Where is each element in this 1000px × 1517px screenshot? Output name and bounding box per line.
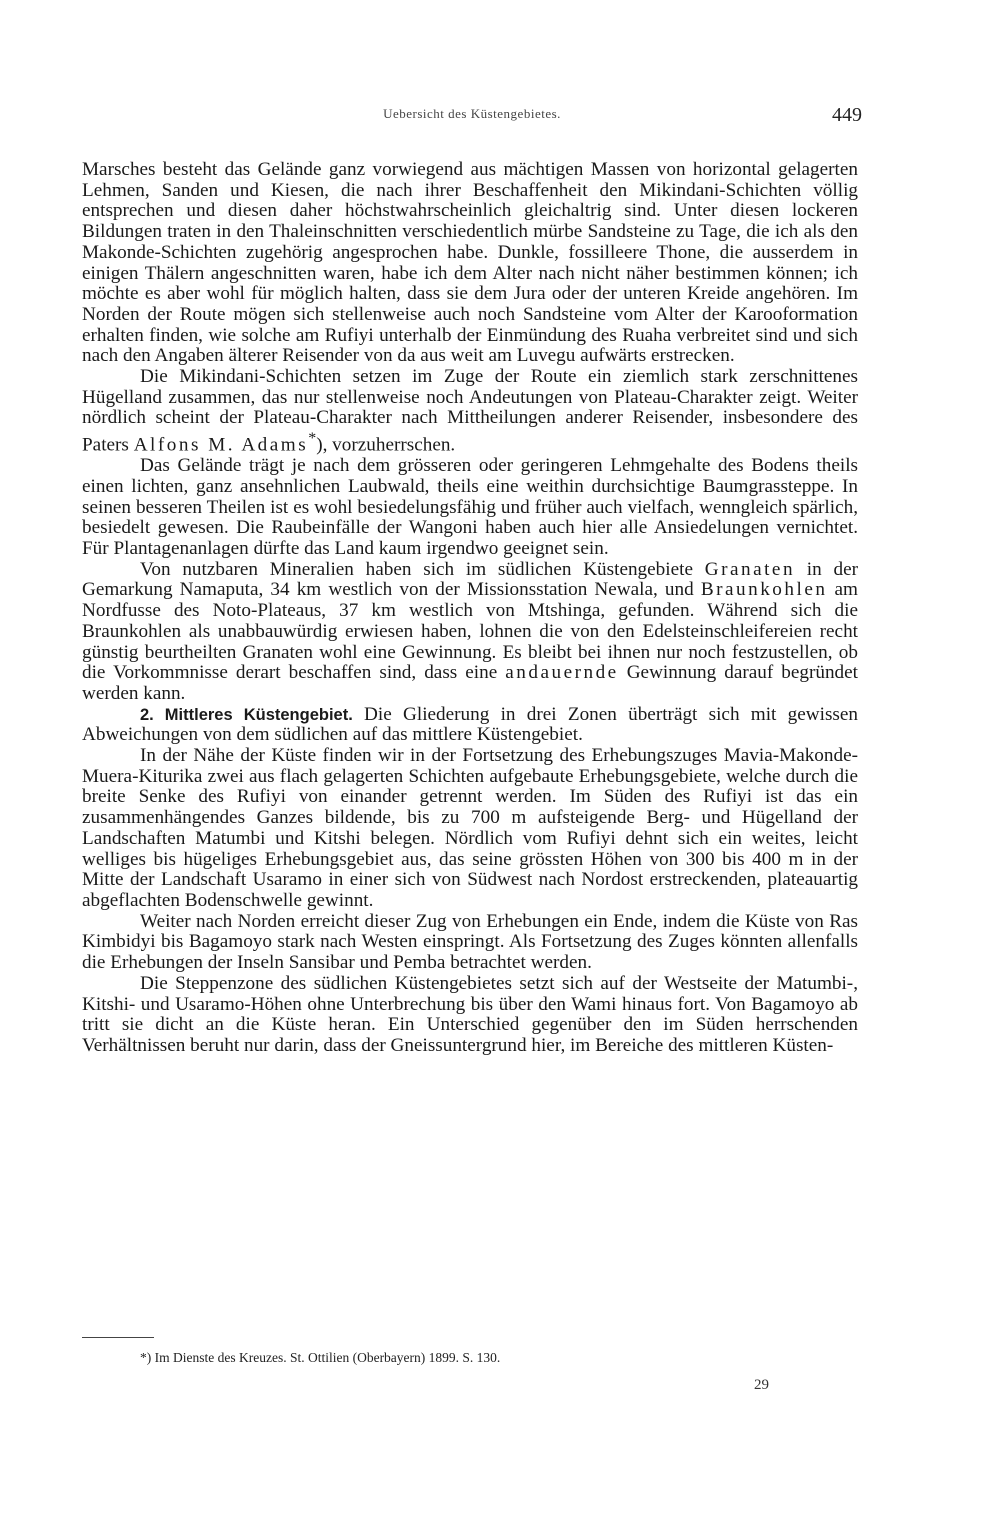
paragraph-6: Weiter nach Norden erreicht dieser Zug von Erhebungen ein Ende, indem die Küste von Ras Kimbidyi bis Bagamoyo stark nach Westen einspringt. Als Fortsetzung des Zuges könnten allenfalls die Erhebungen der Inseln Sansibar und Pemba betrachtet werden.	[82, 910, 858, 974]
running-header	[82, 104, 862, 126]
term-granaten: Granaten	[704, 558, 796, 580]
paragraph-4-text-d: Gewinnung darauf begründet werden kann.	[82, 662, 858, 704]
paragraph-3: Das Gelände trägt je nach dem grösseren oder geringeren Lehmgehalte des Bodens theils einen lichten, ganz ansehnlichen Laubwald, theils eine weithin durchsichtige Baumgrassteppe. In seinen besseren Theilen ist es wohl besiedelungsfähig und früher auch vielfach, wenngleich spärlich, besiedelt gewesen. Die Raubeinfälle der Wangoni haben auch hier alle Ansiedelungen vernichtet. Für Plantagenanlagen dürfte das Land kaum irgendwo geeignet sein.	[82, 455, 858, 560]
footnote: *) Im Dienste des Kreuzes. St. Ottilien (Oberbayern) 1899. S. 130.	[140, 1350, 501, 1365]
paragraph-2	[82, 367, 858, 456]
section-2-paragraph	[82, 705, 858, 746]
paragraph-1: Marsches besteht das Gelände ganz vorwiegend aus mächtigen Massen von horizontal gelagerten Lehmen, Sanden und Kiesen, die nach ihrer Beschaffenheit den Mikindani-Schichten völlig entsprechen und diesen daher höchstwahrscheinlich gleichaltrig sind. Unter diesen lockeren Bildungen traten in den Thaleinschnitten verschiedentlich mürbe Sandsteine zu Tage, die ich als den Makonde-Schichten zugehörig angesprochen habe. Dunkle, fossilleere Thone, die ausserdem in einigen Thälern angeschnitten waren, habe ich dem Alter nach nicht näher bestimmen können; ich möchte es aber wohl für möglich halten, dass sie dem Jura oder der unteren Kreide angehören. Im Norden der Route mögen sich stellenweise auch noch Sandsteine vom Alter der Karooformation erhalten finden, wie solche am Rufiyi unterhalb der Einmündung des Ruaha verbreitet sind und sich nach den Angaben älterer Reisender von da aus weit am Luvegu aufwärts erstrecken.	[82, 159, 858, 367]
name-alfons-adams: Alfons M. Adams	[133, 434, 309, 456]
term-andauernde: andauernde	[505, 662, 619, 684]
paragraph-2-text-a: Die Mikindani-Schichten setzen im Zuge der Route ein ziemlich stark zerschnittenes Hügelland zusammen, das nur stellenweise noch Andeutungen von Plateau-Charakter zeigt. Weiter nördlich scheint der Plateau-Charakter nach Mittheilungen anderer Reisender, insbesondere des Paters	[82, 366, 858, 456]
paragraph-2-text-b: ), vorzuherrschen.	[316, 434, 456, 456]
footnote-rule	[82, 1337, 154, 1338]
footnote-mark: *	[308, 430, 317, 448]
section-2-heading: 2. Mittleres Küstengebiet.	[140, 705, 353, 724]
paragraph-4-text-c: am Nordfusse des Noto-Plateaus, 37 km westlich von Mtshinga, gefunden. Während sich die Braunkohlen als unabbauwürdig erwiesen haben, lohnen die von den Edelsteinschleifereien recht günstig beurtheilten Granaten wohl eine Gewinnung. Es bleibt bei ihnen nur noch festzustellen, ob die Vorkommnisse derart beschaffen sind, dass eine	[82, 579, 858, 684]
paragraph-4	[82, 560, 858, 705]
body-text	[82, 160, 858, 1057]
paragraph-7: Die Steppenzone des südlichen Küstengebietes setzt sich auf der Westseite der Matumbi-, Kitshi- und Usaramo-Höhen ohne Unterbrechung bis über den Wami hinaus fort. Von Bagamoyo ab tritt sie dicht an die Küste heran. Ein Unterschied gegenüber den im Süden herrschenden Verhältnissen beruht nur darin, dass der Gneissuntergrund hier, im Bereiche des mittleren Küsten-	[82, 972, 858, 1056]
running-title: Uebersicht des Küstengebietes.	[383, 106, 561, 121]
paragraph-5: In der Nähe der Küste finden wir in der Fortsetzung des Erhebungszuges Mavia-Makonde-Muera-Kiturika zwei aus flach gelagerten Schichten aufgebaute Erhebungsgebiete, welche durch die breite Senke des Rufiyi von einander getrennt werden. Im Süden des Rufiyi ist das ein zusammenhängendes Ganzes bildende, bis zu 700 m aufsteigende Berg- und Hügelland der Landschaften Matumbi und Kitshi belegen. Nördlich vom Rufiyi dehnt sich ein weites, leicht welliges bis hügeliges Erhebungsgebiet aus, das seine grössten Höhen von 300 bis 400 m in der Mitte der Landschaft Usaramo in einer sich von Südwest nach Nordost erstreckenden, plateauartig abgeflachten Bodenschwelle gewinnt.	[82, 745, 858, 911]
page-number: 449	[832, 104, 862, 126]
paragraph-4-text-a: Von nutzbaren Mineralien haben sich im südlichen Küstengebiete	[140, 558, 705, 580]
paragraph-4-text-b: in der Gemarkung Namaputa, 34 km westlich von der Missionsstation Newala, und	[82, 558, 858, 601]
signature-mark: 29	[754, 1377, 769, 1393]
term-braunkohlen: Braunkohlen	[700, 579, 828, 601]
section-2-text: Die Gliederung in drei Zonen überträgt sich mit gewissen Abweichungen von dem südlichen auf das mittlere Küstengebiet.	[82, 703, 858, 746]
